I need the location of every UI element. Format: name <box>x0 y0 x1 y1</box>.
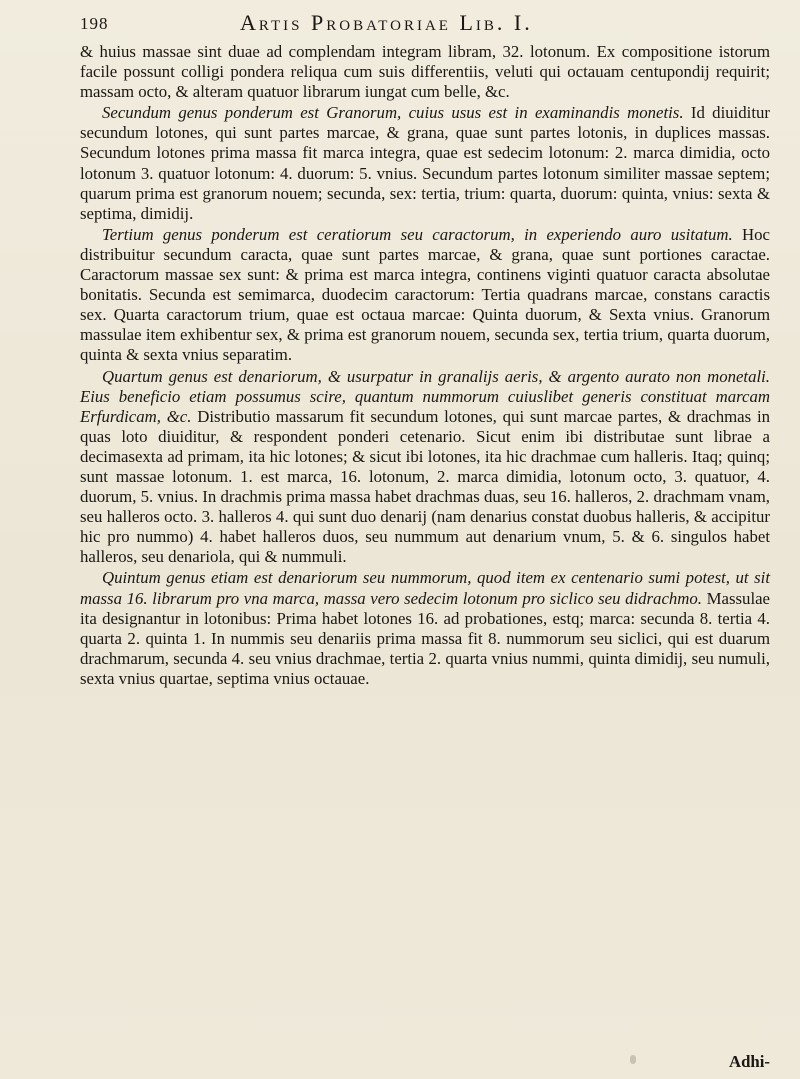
page-number: 198 <box>80 14 109 33</box>
paragraph-5-text: Massulae ita designantur in lotonibus: Prima habet lotones 16. ad probationes, estq; marca: secunda 8. tertia 4. quarta 2. quinta 1. In nummis seu denariis prima massa fit 8. nummorum seu siclici, qui est duarum drachmarum, secunda 4. seu vnius drachmae, tertia 2. quarta vnius nummi, quinta dimidij, seu numuli, sexta vnius quartae, septima vnius octauae. <box>80 588 770 688</box>
paragraph-4 <box>80 367 770 568</box>
paragraph-3 <box>80 225 770 366</box>
paragraph-2-text: Id diuiditur secundum lotones, qui sunt partes marcae, & grana, quae sunt partes lotonis, in duplices massas. Secundum lotones prima massa fit marca integra, quae est sedecim lotonum: 2. marca dimidia, octo lotonum 3. quatuor lotonum: 4. duorum: 5. vnius. Secundum partes lotonum similiter massae septem; quarum prima est granorum nouem; secunda, sex: tertia, trium: quarta, duorum: quinta, vnius: sexta & septima, dimidij. <box>80 103 770 223</box>
paragraph-5-lead: Quintum genus etiam est denariorum seu nummorum, quod item ex centenario sumi potest, ut sit massa 16. librarum pro vna marca, massa vero sedecim lotonum pro siclico seu didrachmo. <box>80 568 770 608</box>
paragraph-4-lead: Quartum genus est denariorum, & usurpatur in granalijs aeris, & argento aurato non monetali. Eius beneficio etiam possumus scire, quantum nummorum cuiuslibet generis constituat marcam Erfurdicam, &c. <box>80 366 770 426</box>
catchword: Adhi- <box>728 1052 770 1071</box>
body-text <box>80 42 770 689</box>
paragraph-1 <box>80 42 770 102</box>
paragraph-3-lead: Tertium genus ponderum est ceratiorum seu caractorum, in experiendo auro usitatum. <box>102 224 733 244</box>
running-head <box>80 10 770 40</box>
paragraph-1-text: & huius massae sint duae ad complendam integram libram, 32. lotonum. Ex compositione istorum facile possunt colligi pondera reliqua cum suis differentiis, veluti qui octauam centupondij requirit; massam octo, & alteram quatuor librarum iungat cum belle, &c. <box>80 42 770 102</box>
running-title: Artis Probatoriae Lib. I. <box>240 10 533 35</box>
paragraph-3-text: Hoc distribuitur secundum caracta, quae sunt partes marcae, & grana, quae sunt portiones caractae. Caractorum massae sex sunt: & prima est marca integra, continens viginti quatuor caracta absolutae bonitatis. Secunda est semimarca, duodecim caractorum: Tertia quadrans marcae, constans caractis sex. Quarta caractorum trium, quae est octaua marcae: Quinta duorum, & Sexta vnius. Granorum massulae item exhibentur sex, & prima est granorum nouem, secunda sex, tertia trium, quarta duorum, quinta & sexta vnius separatim. <box>80 224 770 365</box>
paragraph-2-lead: Secundum genus ponderum est Granorum, cuius usus est in examinandis monetis. <box>102 103 684 123</box>
paragraph-5 <box>80 568 770 689</box>
paragraph-2 <box>80 103 770 224</box>
ink-spot <box>630 1055 636 1064</box>
paragraph-4-text: Distributio massarum fit secundum lotones, qui sunt marcae partes, & drachmas in quas loto diuiditur, & respondent ponderi cetenario. Sicut enim ibi distributae sunt librae a decimasexta ad primam, ita hic lotones; & sicut ibi lotones, ita hic drachmae cum halleris. Itaq; quinq; sunt massae lotonum. 1. est marca, 16. lotonum, 2. marca dimidia, lotonum octo, 3. quatuor, 4. duorum, 5. vnius. In drachmis prima massa habet drachmas duas, seu 16. halleros, 2. drachmam vnam, seu halleros octo. 3. halleros 4. qui sunt duo denarij (nam denarius constat duobus halleris, & accipitur hic pro nummo) 4. habet halleros duos, seu nummum aut denarium vnum, 5. & 6. singulos habet halleros, seu denariola, qui & nummuli. <box>80 406 770 567</box>
